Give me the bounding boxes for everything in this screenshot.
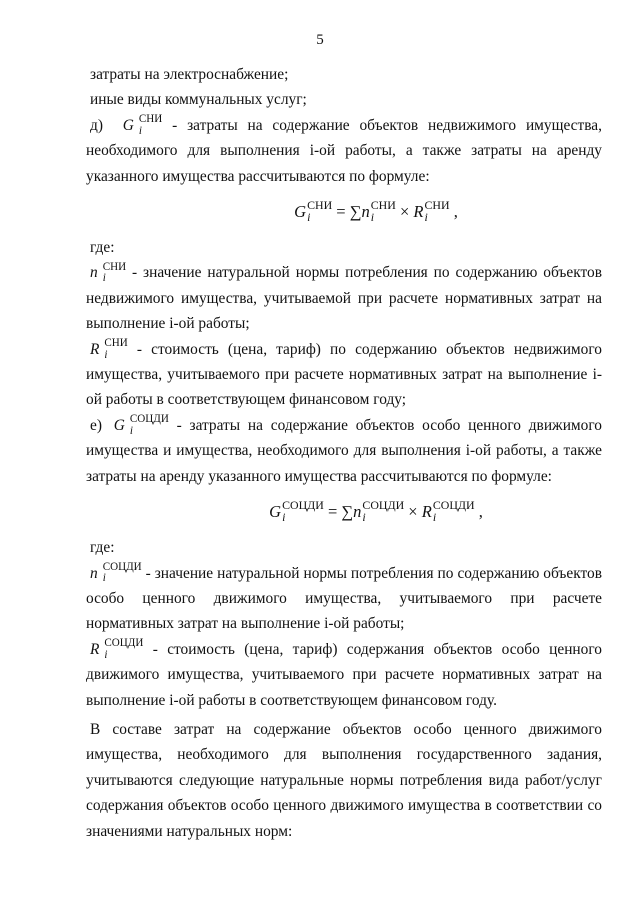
- formula-sub: i: [424, 210, 428, 225]
- paragraph-e-text: - затраты на содержание объектов особо ценного движимого имущества и имущества, необходимого для выполнения i-ой работы, а также затраты на аренду указанного имущества рассчитываются по формуле:: [86, 416, 602, 485]
- symbol-g-sni: G: [122, 116, 134, 134]
- item-marker-d: д): [90, 116, 103, 134]
- formula-times: ×: [408, 502, 422, 522]
- formula-times: ×: [399, 202, 414, 222]
- formula-g: G: [269, 502, 282, 522]
- sub-i: i: [129, 424, 133, 437]
- sub-i: i: [102, 272, 106, 285]
- sup-socdi: СОЦДИ: [102, 560, 142, 573]
- formula-n: n: [361, 202, 370, 222]
- sub-i: i: [104, 348, 108, 361]
- document-body: [86, 62, 602, 844]
- formula-sub: i: [282, 510, 286, 525]
- paragraph-other-utilities: иные виды коммунальных услуг;: [90, 91, 307, 109]
- sup-sni: СНИ: [138, 113, 163, 126]
- symbol-n-socdi: n: [90, 564, 98, 582]
- definition-n-socdi-text: - значение натуральной нормы потребления по содержанию объектов особо ценного движимого имущества, учитываемого при расчете нормативных затрат на выполнение i-ой работы;: [86, 564, 602, 633]
- formula-sup: СНИ: [370, 197, 396, 212]
- definition-r-socdi-text: - стоимость (цена, тариф) содержания объектов особо ценного движимого имущества, учитываемого при расчете нормативных затрат на выполнение i-ой работы в соответствующем финансовом году.: [86, 640, 602, 709]
- where-label-1: где:: [90, 239, 115, 257]
- page-number: 5: [316, 32, 324, 48]
- paragraph-electricity: затраты на электроснабжение;: [90, 66, 289, 83]
- where-label-2: где:: [90, 539, 115, 557]
- formula-sup: СОЦДИ: [282, 497, 324, 512]
- sup-sni: СНИ: [102, 260, 127, 273]
- definition-n-sni-text: - значение натуральной нормы потребления по содержанию объектов недвижимого имущества, учитываемой при расчете нормативных затрат на выполнение i-ой работы;: [86, 264, 602, 333]
- formula-equals-sum: = ∑: [336, 202, 362, 222]
- sup-sni: СНИ: [104, 336, 128, 349]
- formula-equals-sum: = ∑: [327, 502, 354, 522]
- definition-r-sni-text: - стоимость (цена, тариф) по содержанию объектов недвижимого имущества, учитываемого при расчете нормативных затрат на выполнение i-ой работы в соответствующем финансовом году;: [86, 340, 602, 409]
- definition-n-sni: [86, 260, 602, 336]
- formula-g: G: [294, 202, 307, 222]
- formula-end: ,: [474, 502, 483, 522]
- symbol-g-socdi: G: [113, 416, 125, 434]
- formula-r: R: [413, 202, 424, 222]
- formula-sup: СОЦДИ: [362, 497, 405, 512]
- formula-socdi: [86, 489, 602, 535]
- formula-sub: i: [432, 510, 437, 525]
- formula-sup: СНИ: [307, 197, 333, 212]
- sub-i: i: [102, 572, 106, 585]
- formula-sub: i: [307, 210, 311, 225]
- item-marker-e: е): [90, 416, 102, 434]
- formula-r: R: [421, 502, 432, 522]
- formula-n: n: [353, 502, 362, 522]
- sub-i: i: [104, 648, 108, 661]
- definition-r-socdi: [86, 637, 602, 713]
- formula-end: ,: [449, 202, 458, 222]
- symbol-r-socdi: R: [90, 640, 100, 658]
- sub-i: i: [138, 124, 142, 137]
- paragraph-d-real-estate: [86, 113, 602, 189]
- formula-sup: СОЦДИ: [432, 497, 475, 512]
- formula-sub: i: [370, 210, 375, 225]
- sup-socdi: СОЦДИ: [129, 413, 169, 426]
- symbol-n-sni: n: [90, 264, 98, 282]
- paragraph-e-movable-property: [86, 413, 602, 489]
- sup-socdi: СОЦДИ: [104, 636, 144, 649]
- paragraph-d-text: - затраты на содержание объектов недвижимого имущества, необходимого для выполнения i-ой работы, а также затраты на аренду указанного имущества рассчитываются по формуле:: [86, 116, 602, 185]
- definition-n-socdi: [86, 561, 602, 637]
- formula-sub: i: [362, 510, 366, 525]
- definition-r-sni: [86, 337, 602, 413]
- symbol-r-sni: R: [90, 340, 100, 358]
- formula-sni: [86, 189, 602, 235]
- paragraph-natural-norms: В составе затрат на содержание объектов особо ценного движимого имущества, необходимого для выполнения государственного задания, учитываются следующие натуральные нормы потребления вида работ/услуг содержания объектов особо ценного движимого имущества в соответствии со значениями натуральных норм:: [86, 720, 602, 840]
- formula-sup: СНИ: [424, 197, 450, 212]
